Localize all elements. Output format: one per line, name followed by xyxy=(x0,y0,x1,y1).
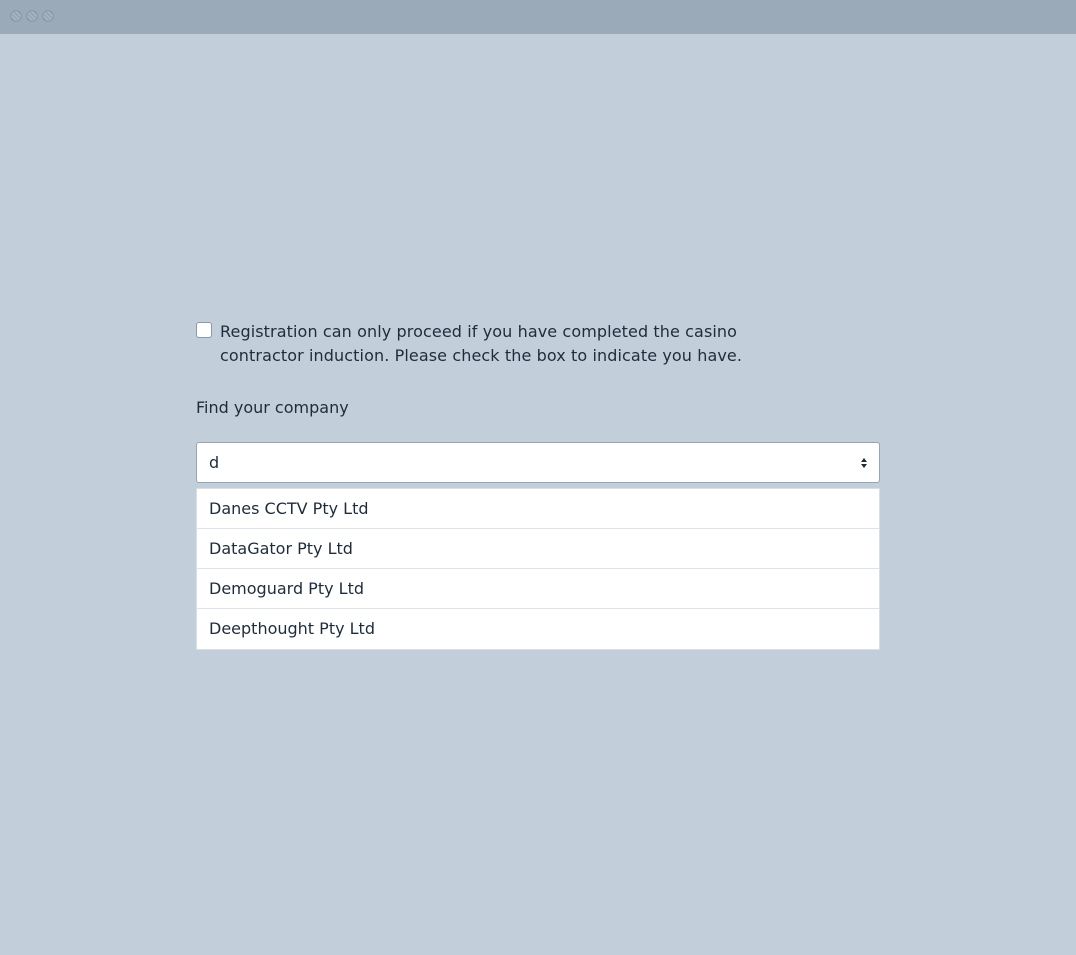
window-minimize-button[interactable] xyxy=(26,10,38,22)
company-options-list xyxy=(196,488,880,650)
select-updown-icon xyxy=(860,456,868,470)
company-option[interactable]: Deepthought Pty Ltd xyxy=(209,619,375,638)
company-search-select[interactable] xyxy=(196,442,880,483)
registration-form xyxy=(196,320,880,650)
window-close-button[interactable] xyxy=(10,10,22,22)
window-maximize-button[interactable] xyxy=(42,10,54,22)
induction-checkbox[interactable] xyxy=(196,322,212,338)
company-option[interactable]: DataGator Pty Ltd xyxy=(197,529,879,569)
company-search-input[interactable]: d xyxy=(209,453,220,472)
induction-consent xyxy=(196,320,880,368)
company-finder-label: Find your company xyxy=(196,398,349,417)
company-option[interactable]: Demoguard Pty Ltd xyxy=(197,569,879,609)
window-controls xyxy=(10,10,54,22)
window-titlebar xyxy=(0,0,1076,34)
company-option[interactable]: Danes CCTV Pty Ltd xyxy=(197,489,879,529)
induction-consent-text: Registration can only proceed if you have completed the casino contractor induction. Please check the box to indicate you have. xyxy=(220,322,743,365)
